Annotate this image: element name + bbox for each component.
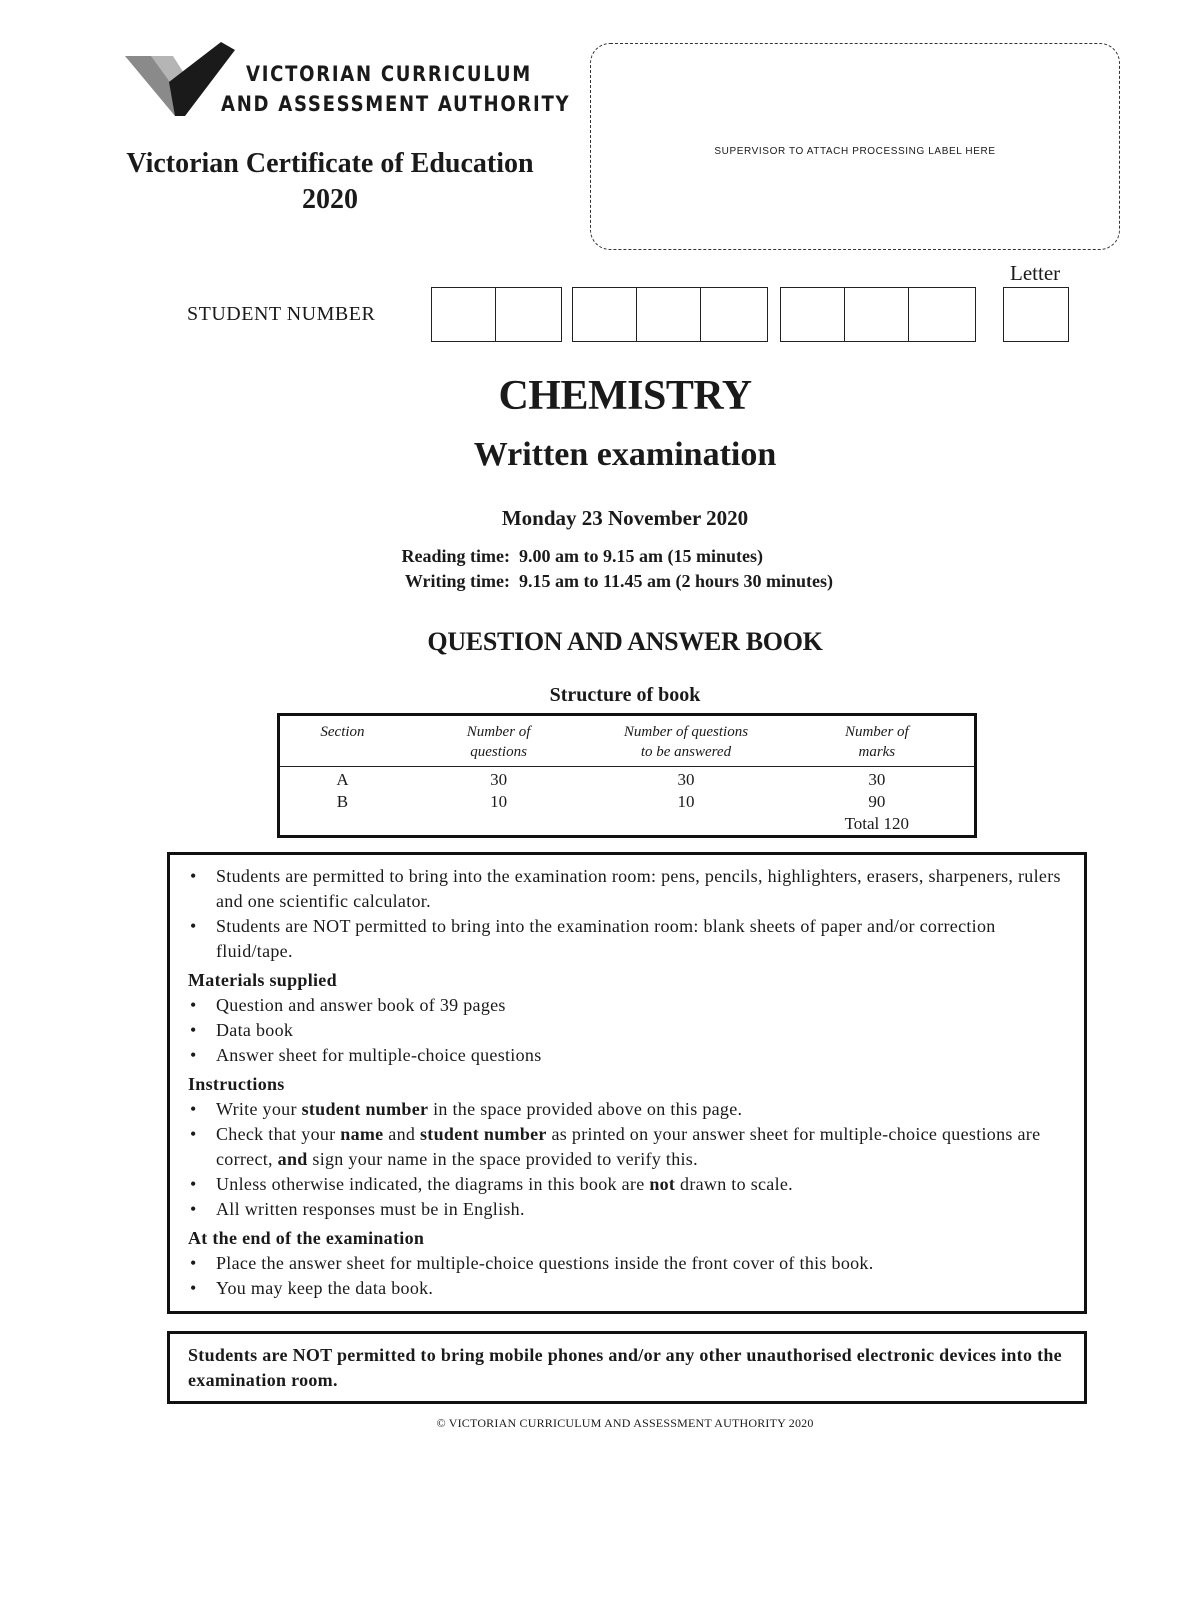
exam-type: Written examination <box>473 436 777 473</box>
table-row-total <box>280 813 974 835</box>
list-item: • Write your student number in the space provided above on this page. <box>188 1097 1066 1122</box>
logo-text-line2: AND ASSESSMENT AUTHORITY <box>221 92 571 116</box>
list-item: • Students are permitted to bring into the examination room: pens, pencils, highlighters, erasers, sharpeners, rulers and one scientific calculator. <box>188 864 1066 914</box>
list-item: • Question and answer book of 39 pages <box>188 993 1066 1018</box>
letter-label: Letter <box>1010 261 1061 285</box>
reading-time-row <box>375 546 763 567</box>
table-cell <box>405 813 592 835</box>
structure-title: Structure of book <box>549 684 701 706</box>
reading-time-label: Reading time: <box>401 546 510 566</box>
student-number-box[interactable] <box>909 288 973 341</box>
subject-title: CHEMISTRY <box>498 373 752 419</box>
materials-heading: Materials supplied <box>188 970 337 990</box>
list-item: • Students are NOT permitted to bring into the examination room: blank sheets of paper and/or correction fluid/tape. <box>188 914 1066 964</box>
student-number-group-2 <box>572 287 768 342</box>
table-row <box>280 791 974 813</box>
book-title: QUESTION AND ANSWER BOOK <box>427 627 823 656</box>
student-letter-group <box>1003 287 1069 342</box>
list-item: • Unless otherwise indicated, the diagrams in this book are not drawn to scale. <box>188 1172 1066 1197</box>
writing-time-label: Writing time: <box>404 571 510 591</box>
table-cell: 30 <box>490 770 508 789</box>
table-cell <box>280 813 405 835</box>
student-number-box[interactable] <box>845 288 909 341</box>
vce-title-text: Victorian Certificate of Education <box>126 148 534 179</box>
instructions-heading: Instructions <box>188 1074 285 1094</box>
student-number-box[interactable] <box>573 288 637 341</box>
student-number-box[interactable] <box>637 288 701 341</box>
writing-time-value: 9.15 am to 11.45 am (2 hours 30 minutes) <box>519 571 833 591</box>
table-row <box>280 767 974 792</box>
student-number-box[interactable] <box>701 288 765 341</box>
structure-table-header <box>280 716 974 767</box>
vce-year: 2020 <box>302 184 358 215</box>
vce-title <box>115 146 545 218</box>
structure-table <box>277 713 977 838</box>
student-number-box[interactable] <box>432 288 496 341</box>
table-cell: 10 <box>490 792 508 811</box>
student-number-group-3 <box>780 287 976 342</box>
writing-time-row <box>375 571 833 592</box>
list-item: • You may keep the data book. <box>188 1276 1066 1301</box>
end-of-exam-heading: At the end of the examination <box>188 1228 425 1248</box>
table-cell: 30 <box>677 770 695 789</box>
reading-time-value: 9.00 am to 9.15 am (15 minutes) <box>519 546 763 566</box>
copyright-notice: © VICTORIAN CURRICULUM AND ASSESSMENT AUTHORITY 2020 <box>436 1416 814 1430</box>
warning-text: Students are NOT permitted to bring mobile phones and/or any other unauthorised electronic devices into the examination room. <box>188 1345 1062 1390</box>
table-cell: B <box>336 792 349 811</box>
table-cell: 90 <box>868 792 886 811</box>
list-item: • Answer sheet for multiple-choice questions <box>188 1043 1066 1068</box>
student-number-box[interactable] <box>781 288 845 341</box>
total-marks: Total 120 <box>844 814 910 833</box>
table-cell: 30 <box>868 770 886 789</box>
logo-text-line1: VICTORIAN CURRICULUM <box>246 62 532 86</box>
header-questions: Number of questions <box>405 716 592 767</box>
list-item: • All written responses must be in English. <box>188 1197 1066 1222</box>
student-number-box[interactable] <box>496 288 560 341</box>
list-item: • Check that your name and student number as printed on your answer sheet for multiple-choice questions are correct, and sign your name in the space provided to verify this. <box>188 1122 1066 1172</box>
table-cell: A <box>336 770 349 789</box>
student-number-group-1 <box>431 287 562 342</box>
table-cell <box>592 813 779 835</box>
list-item: • Data book <box>188 1018 1066 1043</box>
header-answered: Number of questions to be answered <box>592 716 779 767</box>
processing-label-text: SUPERVISOR TO ATTACH PROCESSING LABEL HERE <box>714 146 996 157</box>
information-box <box>167 852 1087 1314</box>
header-marks: Number of marks <box>780 716 974 767</box>
warning-box <box>167 1331 1087 1404</box>
student-number-label: STUDENT NUMBER <box>187 303 376 325</box>
table-cell: 10 <box>677 792 695 811</box>
exam-date: Monday 23 November 2020 <box>501 506 749 530</box>
student-letter-box[interactable] <box>1004 288 1068 341</box>
list-item: • Place the answer sheet for multiple-choice questions inside the front cover of this book. <box>188 1251 1066 1276</box>
header-section: Section <box>280 716 405 767</box>
